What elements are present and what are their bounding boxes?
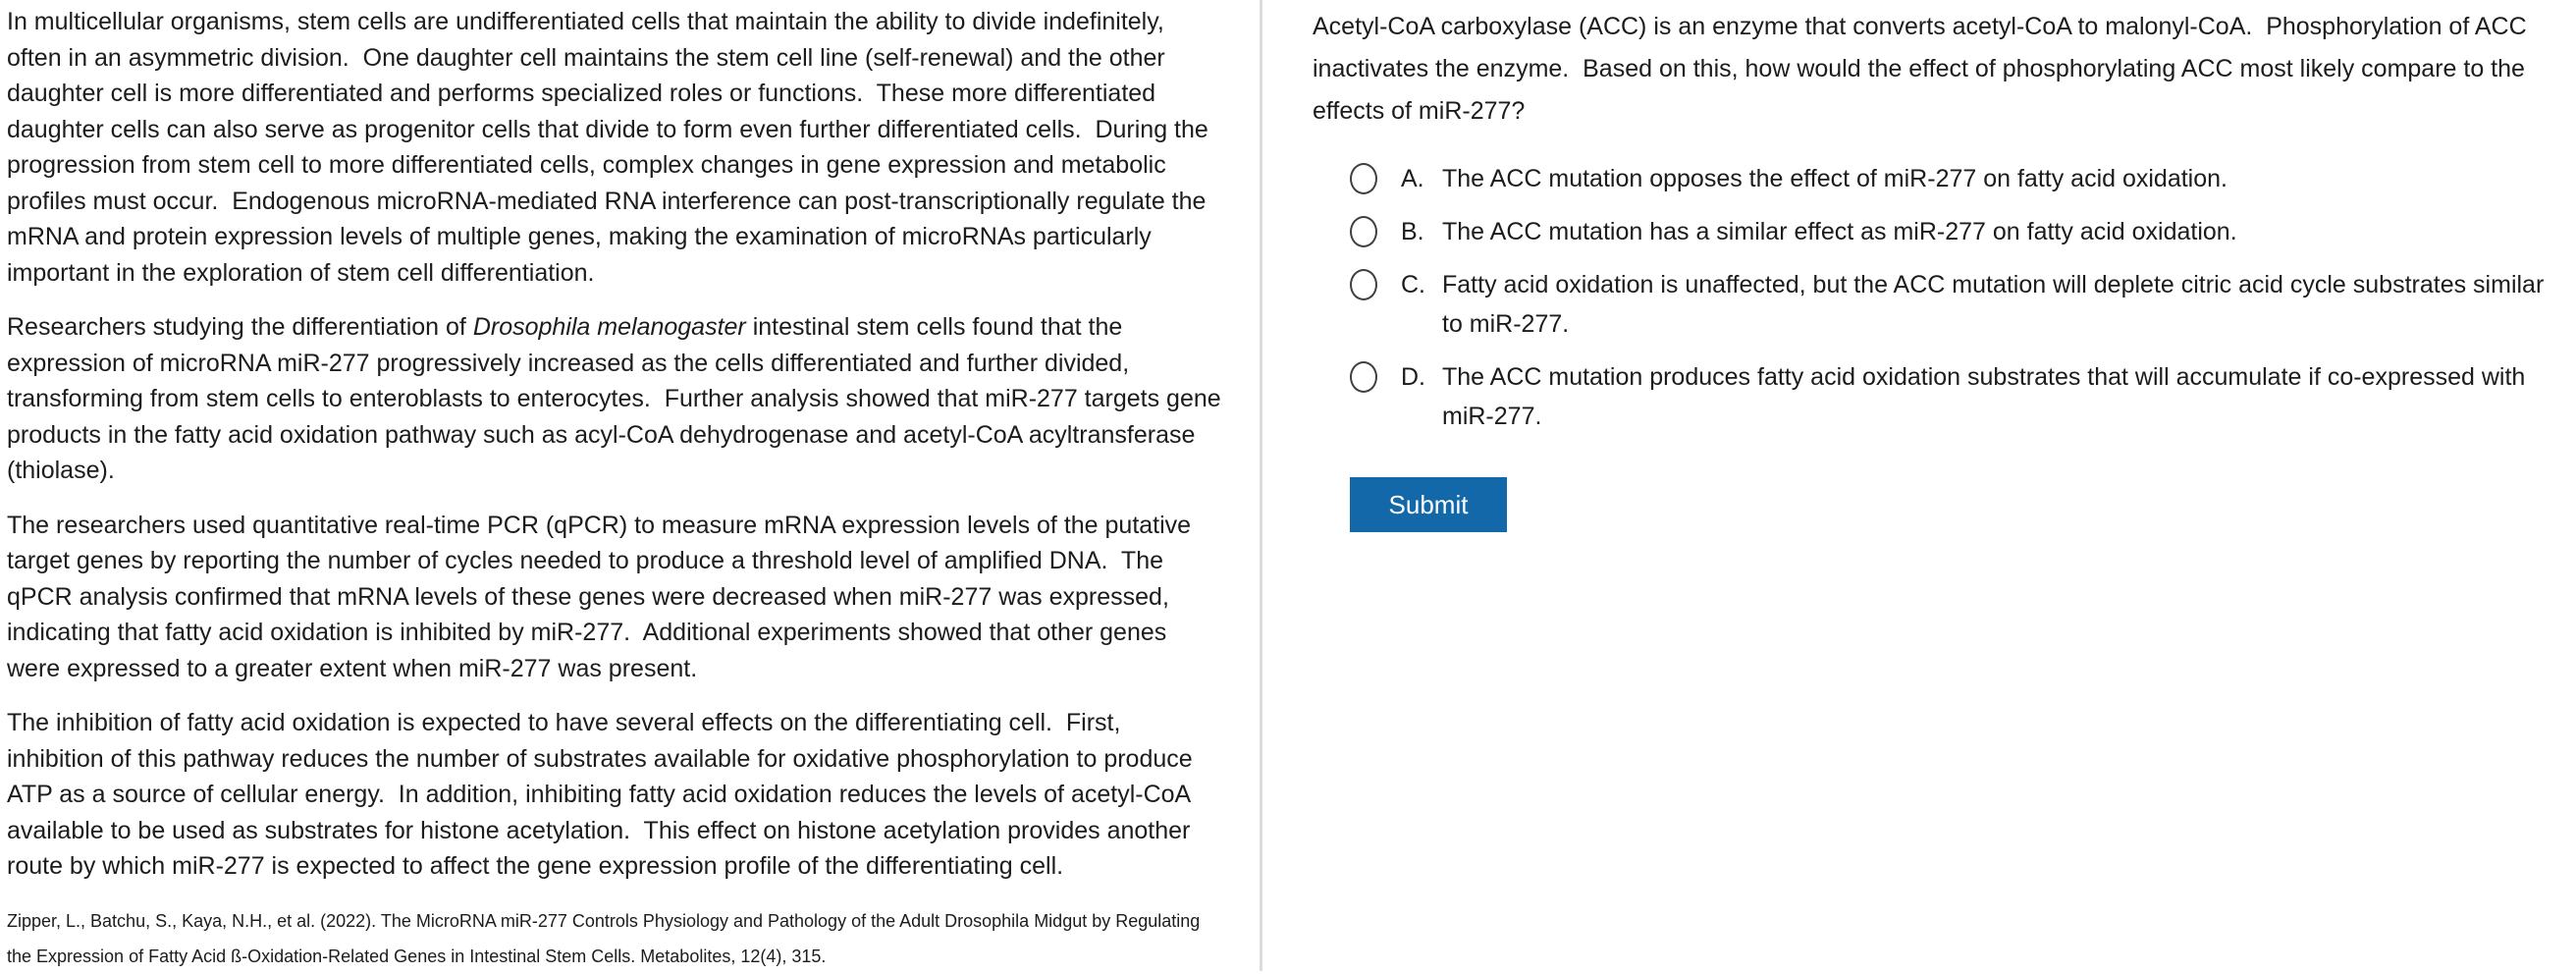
option-d-text: The ACC mutation produces fatty acid oxidation substrates that will accumulate if co-expressed with miR-277. (1442, 363, 2533, 430)
option-a-radio[interactable] (1350, 163, 1377, 194)
passage-paragraph-2 (7, 309, 1228, 489)
option-d-letter: D. (1401, 363, 1425, 391)
passage-p2-text: Researchers studying the differentiation of (7, 313, 473, 341)
option-b-letter: B. (1401, 218, 1424, 245)
question-text: Acetyl-CoA carboxylase (ACC) is an enzyme that converts acetyl-CoA to malonyl-CoA. Phosphorylation of ACC inactivates the enzyme. Based on this, how would the effect of phosphorylating ACC most likely compare to the effects of miR-277? (1313, 13, 2534, 125)
option-c-radio[interactable] (1350, 269, 1377, 300)
submit-button[interactable]: Submit (1350, 477, 1507, 532)
option-d-radio[interactable] (1350, 361, 1377, 393)
passage-panel (0, 0, 1260, 971)
option-row-b[interactable] (1350, 212, 2576, 251)
option-row-d[interactable] (1350, 357, 2576, 436)
passage-citation: Zipper, L., Batchu, S., Kaya, N.H., et al. (2022). The MicroRNA miR-277 Controls Physiology and Pathology of the Adult Drosophila Midgut by Regulating the Expression of Fatty Acid ß-Oxidation-Related Genes in Intestinal Stem Cells. Metabolites, 12(4), 315. (7, 910, 1206, 966)
passage-paragraph-3: The researchers used quantitative real-time PCR (qPCR) to measure mRNA expression levels of the putative target genes by reporting the number of cycles needed to produce a threshold level of amplified DNA. The qPCR analysis confirmed that mRNA levels of these genes were decreased when miR-277 was expressed, indicating that fatty acid oxidation is inhibited by miR-277. Additional experiments showed that other genes were expressed to a greater extent when miR-277 was present. (7, 511, 1199, 682)
option-row-a[interactable] (1350, 159, 2576, 198)
option-a-letter: A. (1401, 165, 1424, 192)
passage-p2-text-continued: intestinal stem cells found that the expression of microRNA miR-277 progressively increased as the cells differentiated and further divided, transforming from stem cells to enteroblasts to enterocytes. Further analysis showed that miR-277 targets gene products in the fatty acid oxidation pathway such as acyl-CoA dehydrogenase and acetyl-CoA acyltransferase (thiolase). (7, 313, 1228, 484)
option-c-text: Fatty acid oxidation is unaffected, but the ACC mutation will deplete citric acid cycle substrates similar to miR-277. (1442, 271, 2551, 338)
passage-paragraph-1: In multicellular organisms, stem cells are undifferentiated cells that maintain the ability to divide indefinitely, often in an asymmetric division. One daughter cell maintains the stem cell line (self-renewal) and the other daughter cell is more differentiated and performs specialized roles or functions. These more differentiated daughter cells can also serve as progenitor cells that divide to form even further differentiated cells. During the progression from stem cell to more differentiated cells, complex changes in gene expression and metabolic profiles must occur. Endogenous microRNA-mediated RNA interference can post-transcriptionally regulate the mRNA and protein expression levels of multiple genes, making the examination of microRNAs particularly important in the exploration of stem cell differentiation. (7, 8, 1215, 287)
option-row-c[interactable] (1350, 265, 2576, 344)
species-name-italic: Drosophila melanogaster (472, 313, 746, 341)
question-panel (1262, 0, 2576, 971)
option-a-text: The ACC mutation opposes the effect of miR-277 on fatty acid oxidation. (1442, 165, 2227, 192)
answer-options (1350, 159, 2576, 436)
option-b-radio[interactable] (1350, 216, 1377, 247)
option-c-letter: C. (1401, 271, 1425, 298)
passage-paragraph-4: The inhibition of fatty acid oxidation is expected to have several effects on the differentiating cell. First, inhibition of this pathway reduces the number of substrates available for oxidative phosphorylation to produce ATP as a source of cellular energy. In addition, inhibiting fatty acid oxidation reduces the levels of acetyl-CoA available to be used as substrates for histone acetylation. This effect on histone acetylation provides another route by which miR-277 is expected to affect the gene expression profile of the differentiating cell. (7, 709, 1199, 880)
option-b-text: The ACC mutation has a similar effect as miR-277 on fatty acid oxidation. (1442, 218, 2237, 245)
